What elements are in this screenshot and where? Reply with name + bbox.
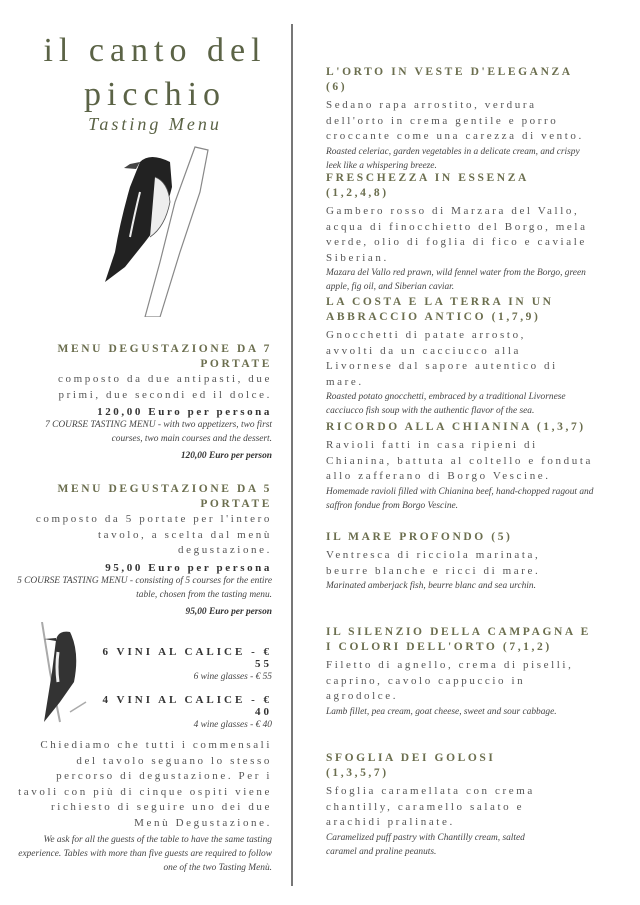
- note-english: We ask for all the guests of the table to have the same tasting experience. Tables with more than five guests are required to follow one of the two Tasting Menù.: [18, 835, 272, 873]
- dish: [326, 295, 576, 418]
- dish-english: Roasted celeriac, garden vegetables in a delicate cream, and crispy leek like a whispering breeze.: [326, 146, 580, 171]
- dish-english: Caramelized puff pastry with Chantilly cream, salted caramel and praline peanuts.: [326, 832, 525, 857]
- column-divider: [291, 24, 293, 886]
- menu-subtitle: Tasting Menu: [88, 114, 222, 134]
- dish-title: IL MARE PROFONDO (5): [326, 531, 513, 543]
- restaurant-name-line1: il canto del: [43, 32, 267, 69]
- wine-6-english: 6 wine glasses - € 55: [193, 672, 272, 682]
- dish: [326, 171, 596, 294]
- woodpecker-illustration: [100, 142, 215, 317]
- wine-pairing: [82, 646, 272, 732]
- note-italian: Chiediamo che tutti i commensali del tavolo seguano lo stesso percorso di degustazione. Per i tavoli con più di cinque ospiti viene richiesto di seguire uno dei due Menù Degustazione.: [18, 739, 272, 829]
- wine-6-label: 6 VINI AL CALICE - € 55: [102, 646, 272, 670]
- dish-title: SFOGLIA DEI GOLOSI (1,3,5,7): [326, 752, 496, 779]
- menu-price: 95,00 Euro per persona: [105, 561, 272, 574]
- dish: [326, 625, 596, 719]
- menu-description: composto da 5 portate per l'intero tavolo, a scelta dal menù degustazione.: [35, 513, 272, 556]
- dish-italian: Filetto di agnello, crema di piselli, caprino, cavolo cappuccio in agrodolce.: [326, 659, 574, 702]
- dish-italian: Sfoglia caramellata con crema chantilly, caramello salato e arachidi pralinate.: [326, 785, 535, 828]
- wine-4-label: 4 VINI AL CALICE - € 40: [102, 694, 272, 718]
- menu-english: 5 COURSE TASTING MENU - consisting of 5 courses for the entire table, chosen from the tasting menu.: [17, 575, 272, 600]
- dish-italian: Gambero rosso di Marzara del Vallo, acqua di finocchietto del Borgo, mela verde, olio di foglia di fico e caviale Siberian.: [326, 205, 588, 264]
- dish-english: Roasted potato gnocchetti, embraced by a traditional Livornese cacciucco fish soup with the authentic flavor of the sea.: [326, 392, 566, 416]
- dish-title: IL SILENZIO DELLA CAMPAGNA E I COLORI DELL'ORTO (7,1,2): [326, 626, 591, 653]
- menu-english-price: 95,00 Euro per person: [185, 606, 272, 617]
- dish-english: Marinated amberjack fish, beurre blanc and sea urchin.: [326, 581, 536, 591]
- dish-title: RICORDO ALLA CHIANINA (1,3,7): [326, 421, 586, 433]
- dish-title: L'ORTO IN VESTE D'ELEGANZA (6): [326, 66, 573, 93]
- dish: [326, 420, 596, 513]
- small-woodpecker-illustration: [30, 622, 90, 730]
- dish: [326, 65, 596, 173]
- dish: [326, 530, 556, 593]
- menu-english: 7 COURSE TASTING MENU - with two appetizers, two first courses, two main courses and the dessert.: [45, 420, 272, 444]
- dish-italian: Sedano rapa arrostito, verdura dell'orto in crema gentile e porro croccante come una carezza di vento.: [326, 99, 584, 142]
- menu-english-price: 120,00 Euro per person: [180, 451, 272, 461]
- dish-english: Homemade ravioli filled with Chianina beef, hand-chopped ragout and saffron fondue from Borgo Vescine.: [326, 486, 594, 511]
- wine-4-english: 4 wine glasses - € 40: [193, 720, 272, 730]
- menu-description: composto da due antipasti, due primi, due secondi ed il dolce.: [58, 373, 272, 401]
- dish-italian: Gnocchetti di patate arrosto, avvolti da un cacciucco alla Livornese dal sapore autentico di mare.: [326, 329, 558, 388]
- menu-5-courses: [12, 482, 272, 617]
- menu-title: MENU DEGUSTAZIONE DA 7 PORTATE: [57, 343, 272, 370]
- dish-english: Lamb fillet, pea cream, goat cheese, sweet and sour cabbage.: [326, 706, 557, 717]
- dish: [326, 751, 556, 859]
- table-note: [17, 738, 272, 875]
- menu-price: 120,00 Euro per persona: [97, 406, 272, 418]
- dish-title: LA COSTA E LA TERRA IN UN ABBRACCIO ANTICO (1,7,9): [326, 296, 554, 323]
- restaurant-name-line2: picchio: [83, 76, 227, 113]
- menu-title: MENU DEGUSTAZIONE DA 5 PORTATE: [57, 483, 272, 510]
- dish-english: Mazara del Vallo red prawn, wild fennel water from the Borgo, green apple, fig oil, and Siberian caviar.: [326, 268, 586, 292]
- menu-7-courses: [12, 342, 272, 461]
- dish-title: FRESCHEZZA IN ESSENZA (1,2,4,8): [326, 172, 529, 199]
- dish-italian: Ventresca di ricciola marinata, beurre blanche e ricci di mare.: [326, 549, 541, 577]
- dish-italian: Ravioli fatti in casa ripieni di Chianina, battuta al coltello e fonduta allo zafferano di Borgo Vescine.: [326, 439, 593, 482]
